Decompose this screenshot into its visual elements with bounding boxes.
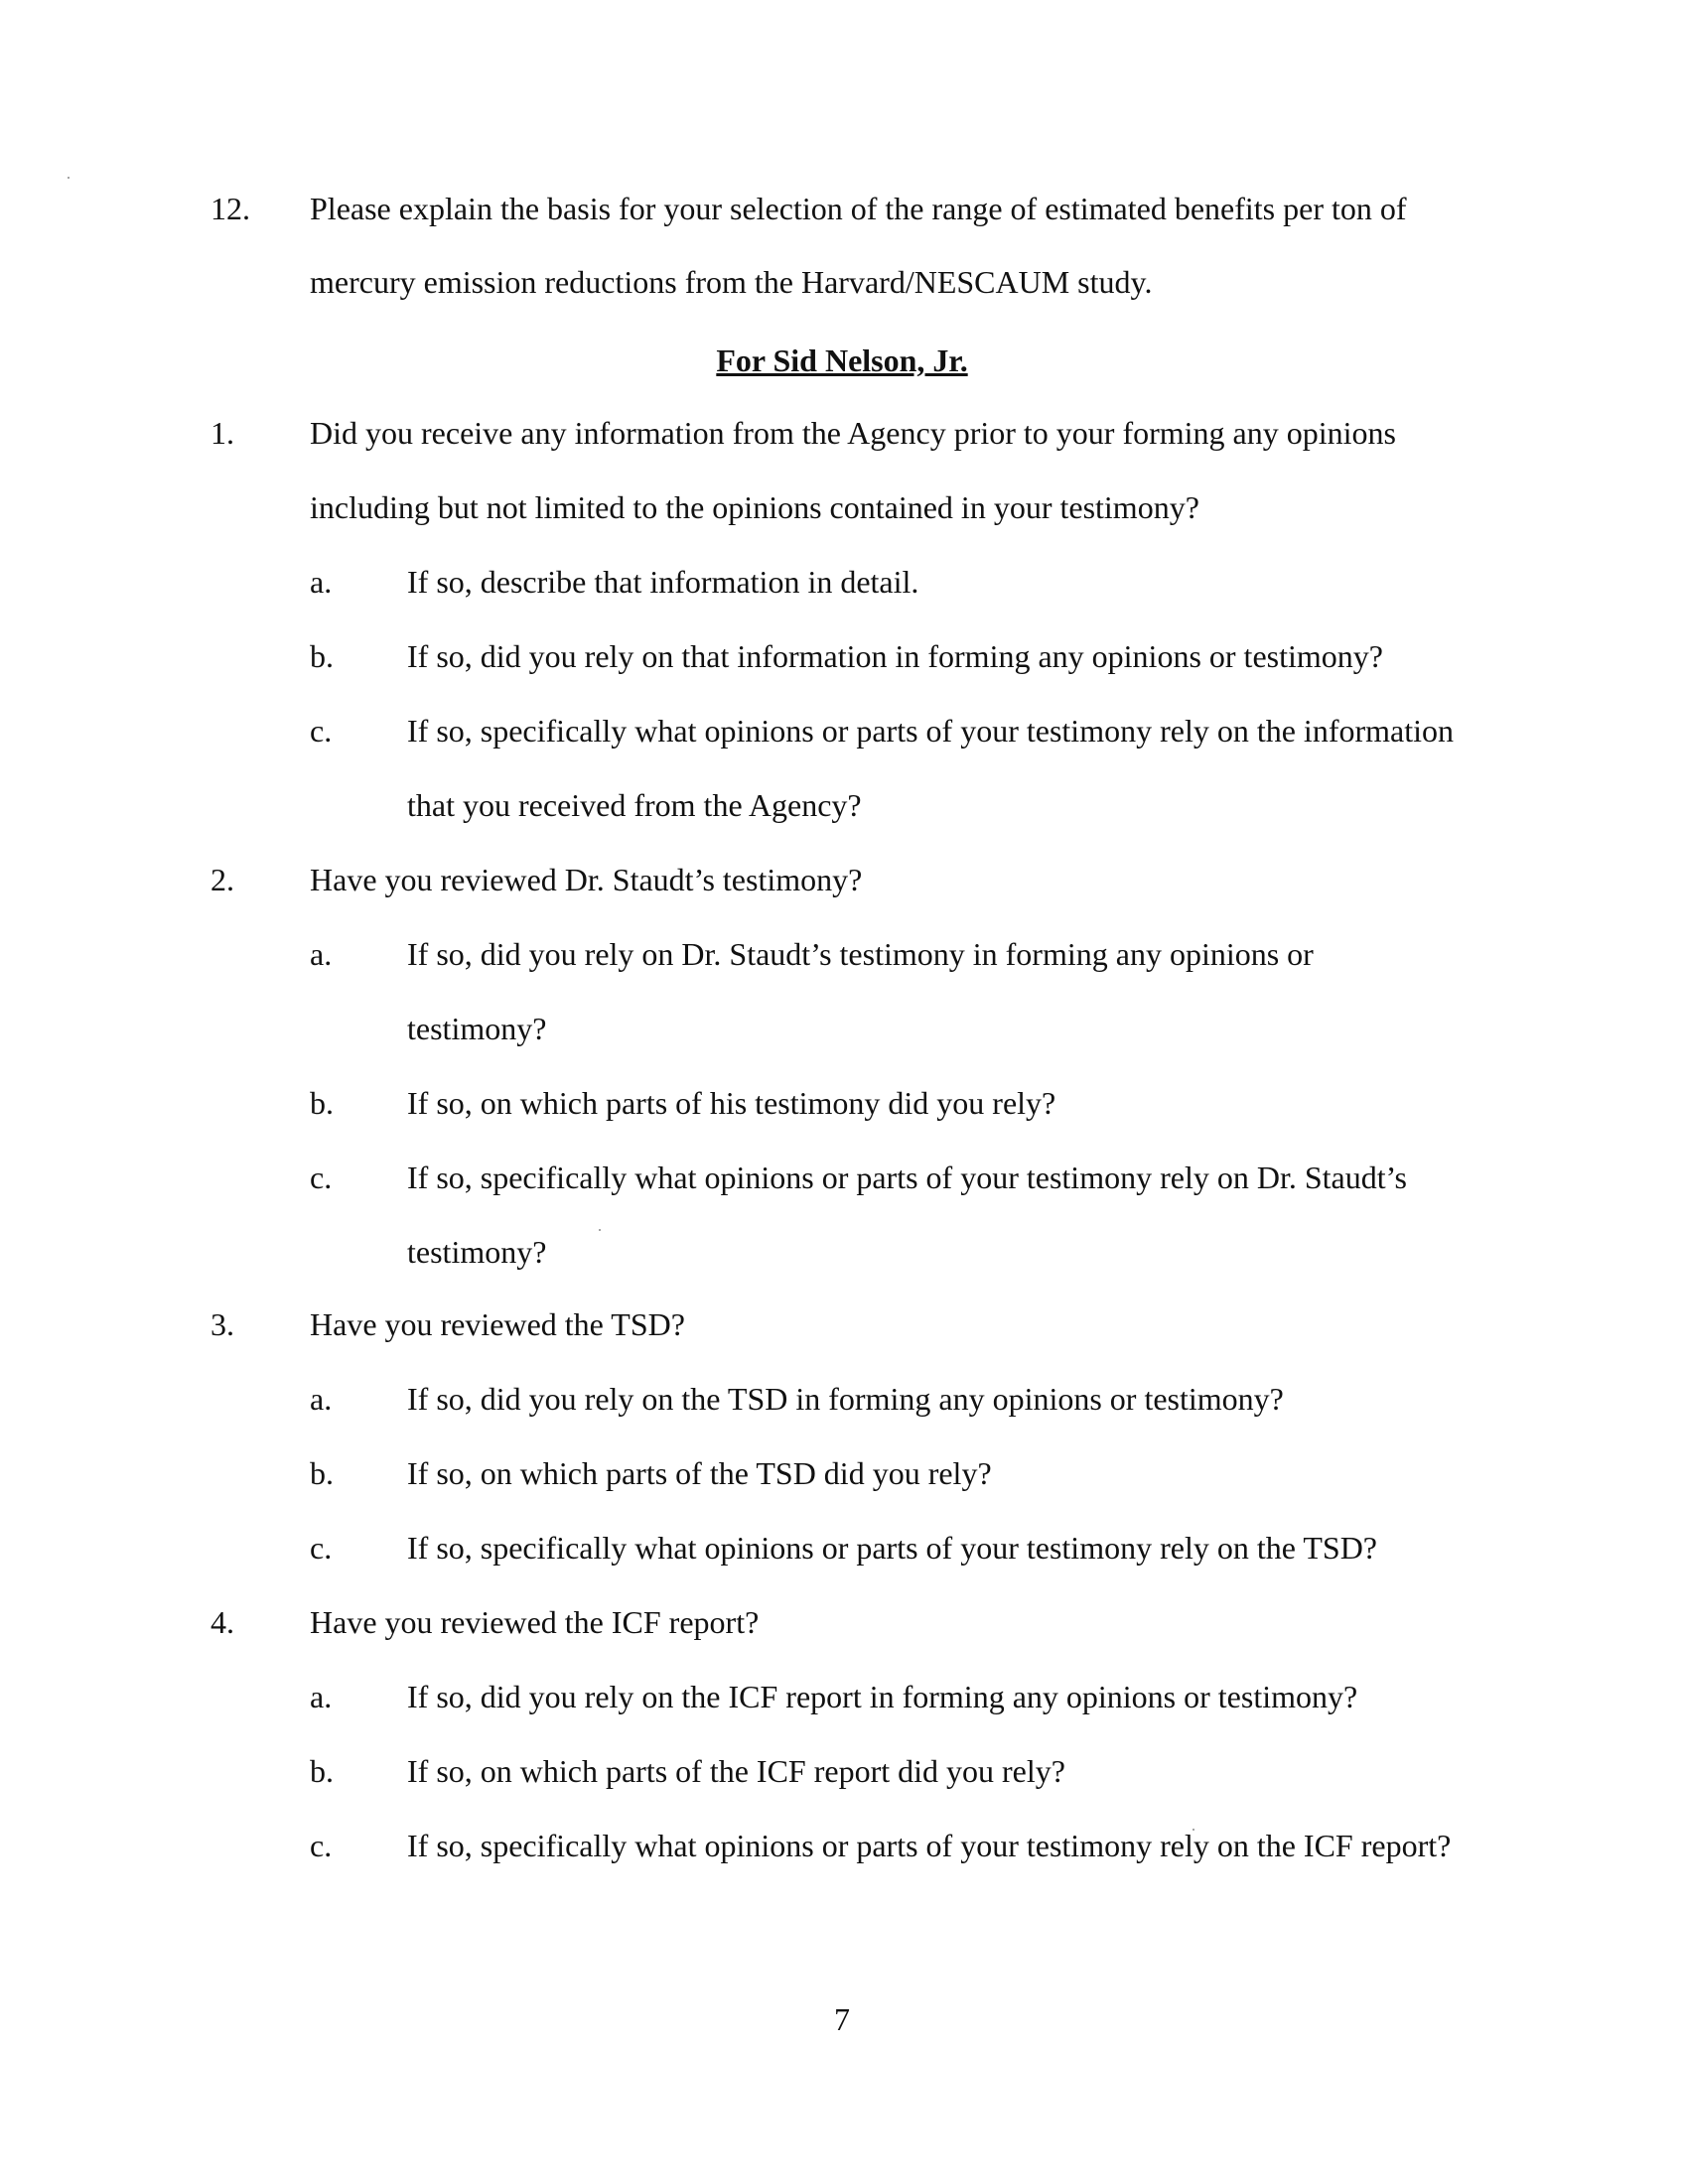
question-3-text: Have you reviewed the TSD?	[310, 1306, 685, 1342]
question-1c-letter: c.	[310, 713, 333, 749]
question-4a-letter: a.	[310, 1679, 333, 1714]
question-3a-letter: a.	[310, 1381, 333, 1417]
question-3b-letter: b.	[310, 1455, 334, 1491]
question-2b-text: If so, on which parts of his testimony did you rely?	[407, 1085, 1056, 1121]
question-2-number: 2.	[210, 862, 234, 897]
question-1-text-line-1: Did you receive any information from the Agency prior to your forming any opinions	[310, 415, 1396, 451]
question-12-text-line-1: Please explain the basis for your selection of the range of estimated benefits per ton of	[310, 191, 1407, 226]
question-1-number: 1.	[210, 415, 234, 451]
question-2c-text-line-2: testimony?	[407, 1234, 547, 1270]
question-2-text: Have you reviewed Dr. Staudt’s testimony?	[310, 862, 863, 897]
question-3a-text: If so, did you rely on the TSD in forming any opinions or testimony?	[407, 1381, 1284, 1417]
question-4b-letter: b.	[310, 1753, 334, 1789]
question-12-number: 12.	[210, 191, 250, 226]
question-4-number: 4.	[210, 1604, 234, 1640]
section-heading: For Sid Nelson, Jr.	[716, 342, 968, 378]
scan-speck	[599, 1229, 601, 1231]
question-2a-letter: a.	[310, 936, 333, 972]
question-1b-text: If so, did you rely on that information in forming any opinions or testimony?	[407, 638, 1383, 674]
scan-speck	[68, 177, 70, 179]
question-3b-text: If so, on which parts of the TSD did you rely?	[407, 1455, 992, 1491]
question-12-text-line-2: mercury emission reductions from the Harvard/NESCAUM study.	[310, 264, 1153, 300]
page-number: 7	[834, 2001, 850, 2037]
question-4c-letter: c.	[310, 1828, 333, 1863]
question-1b-letter: b.	[310, 638, 334, 674]
question-4c-text: If so, specifically what opinions or parts of your testimony rely on the ICF report?	[407, 1828, 1452, 1863]
question-2c-letter: c.	[310, 1160, 333, 1195]
question-2c-text-line-1: If so, specifically what opinions or parts of your testimony rely on Dr. Staudt’s	[407, 1160, 1407, 1195]
question-3c-text: If so, specifically what opinions or parts of your testimony rely on the TSD?	[407, 1530, 1377, 1566]
question-3-number: 3.	[210, 1306, 234, 1342]
question-4b-text: If so, on which parts of the ICF report did you rely?	[407, 1753, 1065, 1789]
question-2a-text-line-1: If so, did you rely on Dr. Staudt’s testimony in forming any opinions or	[407, 936, 1314, 972]
question-1a-letter: a.	[310, 564, 333, 600]
question-4-text: Have you reviewed the ICF report?	[310, 1604, 760, 1640]
question-1-text-line-2: including but not limited to the opinions contained in your testimony?	[310, 489, 1199, 525]
question-1c-text-line-2: that you received from the Agency?	[407, 787, 862, 823]
question-4a-text: If so, did you rely on the ICF report in forming any opinions or testimony?	[407, 1679, 1358, 1714]
question-3c-letter: c.	[310, 1530, 333, 1566]
question-1c-text-line-1: If so, specifically what opinions or parts of your testimony rely on the information	[407, 713, 1454, 749]
question-2b-letter: b.	[310, 1085, 334, 1121]
question-2a-text-line-2: testimony?	[407, 1011, 547, 1046]
question-1a-text: If so, describe that information in detail.	[407, 564, 919, 600]
